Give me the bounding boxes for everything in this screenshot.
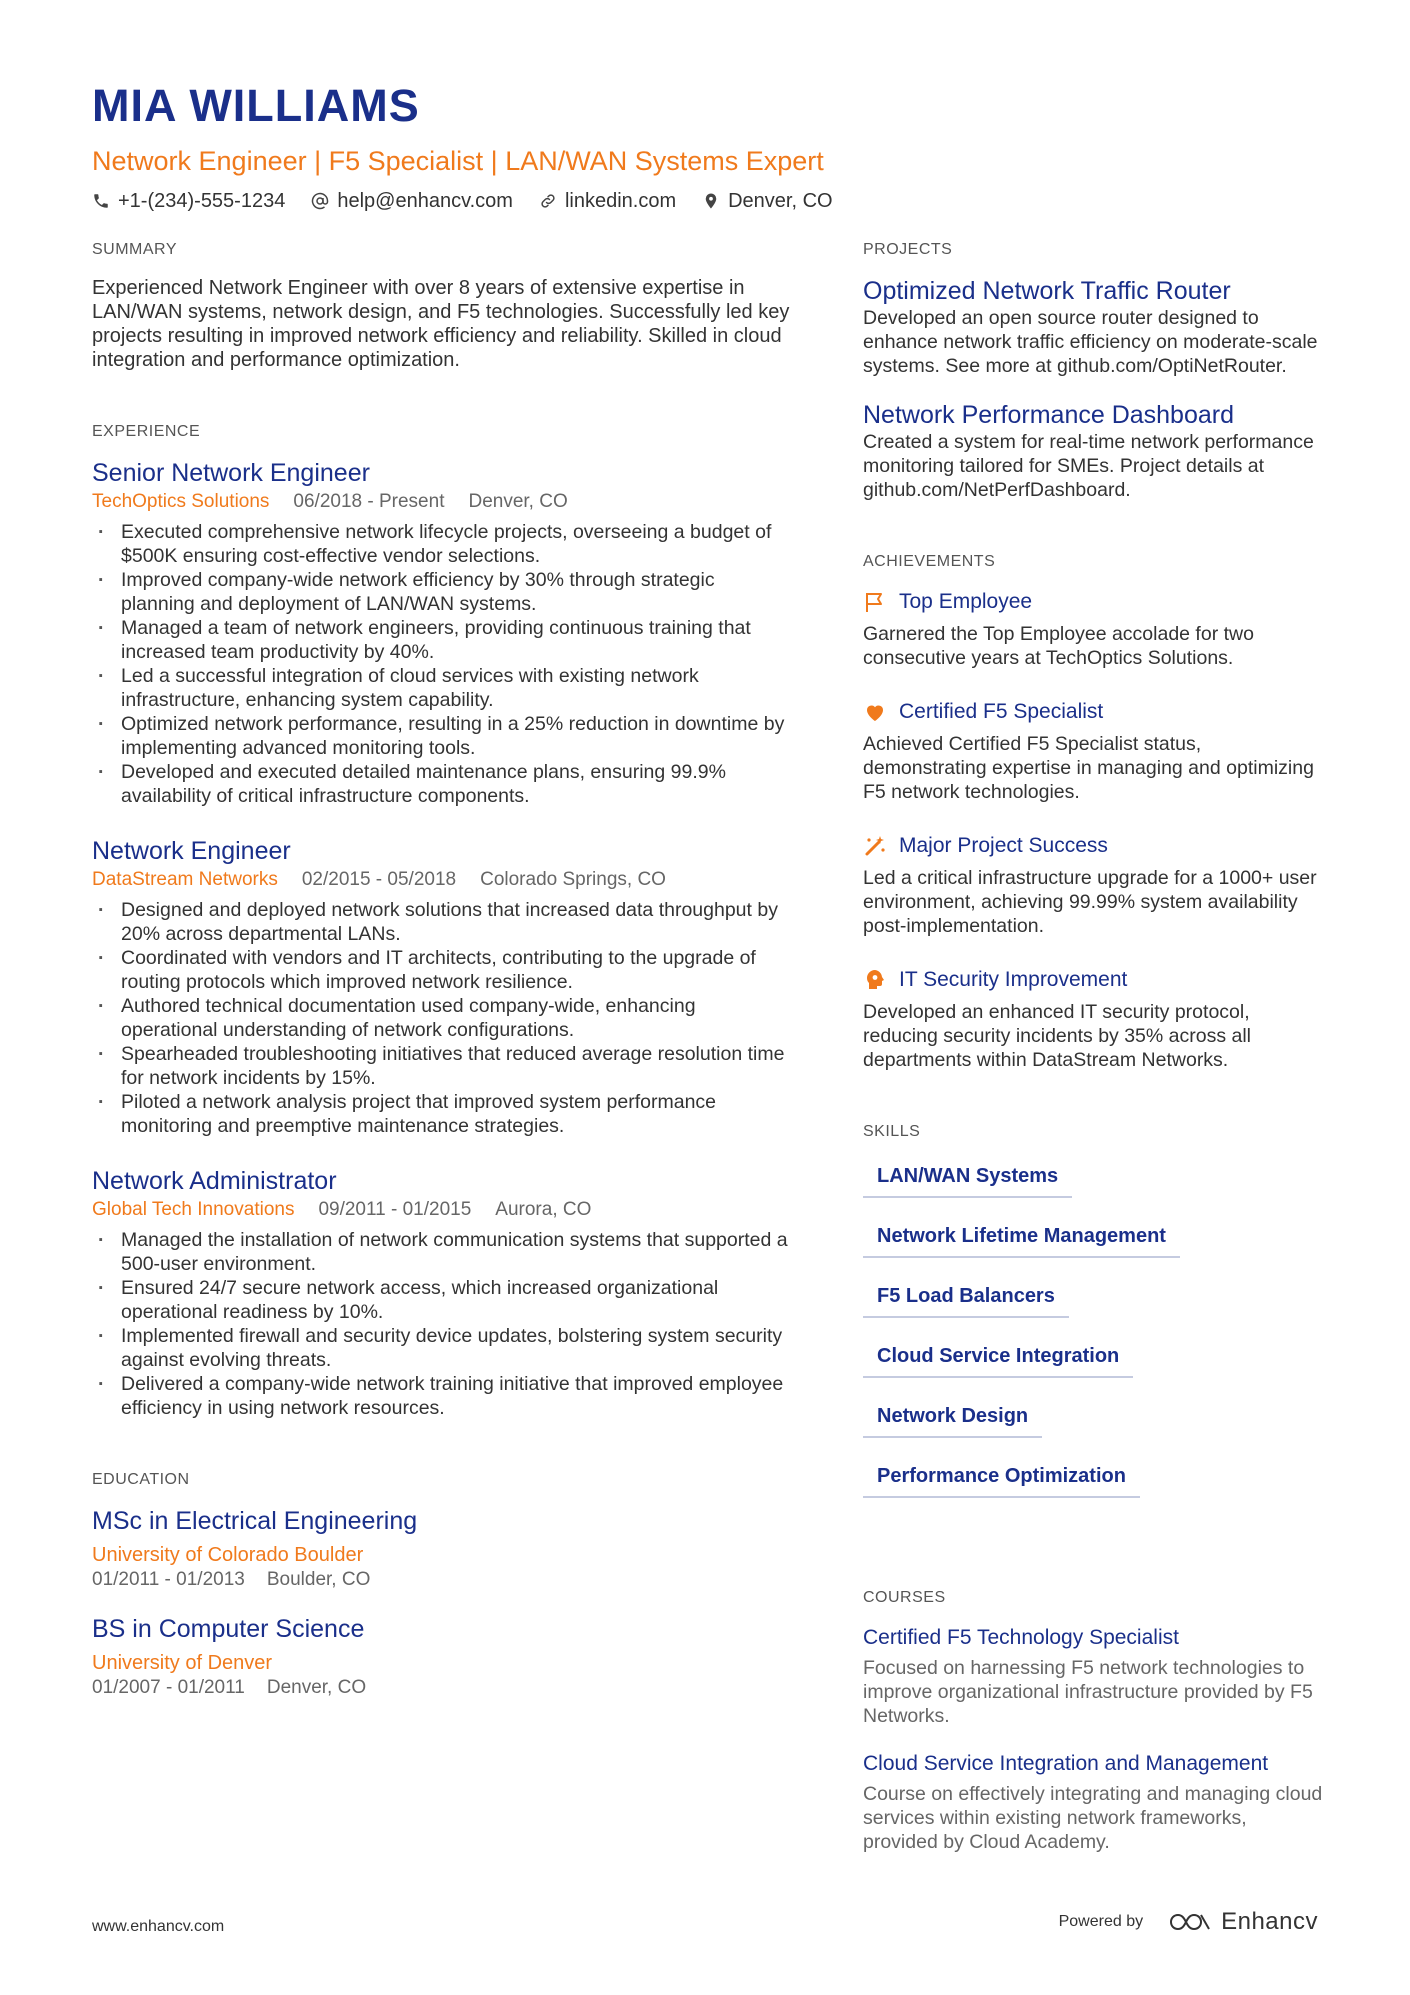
job-dates: 02/2015 - 05/2018	[301, 869, 457, 890]
job-title: Network Engineer	[92, 837, 291, 865]
skill-tag: Cloud Service Integration	[863, 1338, 1133, 1378]
resume-header	[92, 80, 1322, 214]
degree: MSc in Electrical Engineering	[92, 1507, 418, 1535]
experience-item	[92, 1166, 792, 1420]
footer-website[interactable]: www.enhancv.com	[92, 1918, 225, 1935]
achievement-title: Major Project Success	[899, 834, 1108, 857]
flag-icon	[863, 590, 887, 614]
bullet-item: · Managed the installation of network communication systems that supported a 500-user environment.	[92, 1228, 792, 1276]
course-item	[863, 1750, 1323, 1854]
achievement-title: Top Employee	[899, 590, 1033, 613]
project-description: Created a system for real-time network performance monitoring tailored for SMEs. Project details at github.com/NetPerfDashboard.	[863, 431, 1314, 501]
experience-heading: EXPERIENCE	[92, 423, 201, 440]
course-description: Focused on harnessing F5 network technologies to improve organizational infrastructure provided by F5 Networks.	[863, 1657, 1313, 1727]
bullet-item: · Coordinated with vendors and IT architects, contributing to the upgrade of routing protocols which improved network resilience.	[92, 946, 792, 994]
job-meta	[92, 868, 792, 892]
bullet-item: · Led a successful integration of cloud services with existing network infrastructure, enhancing system capability.	[92, 664, 792, 712]
at-icon	[311, 192, 329, 210]
skill-tag: F5 Load Balancers	[863, 1278, 1069, 1318]
contact-phone-text: +1-(234)-555-1234	[118, 190, 286, 212]
phone-icon	[92, 192, 110, 210]
footer-branding	[1059, 1908, 1318, 1936]
achievement-item	[863, 966, 1323, 1072]
job-title: Senior Network Engineer	[92, 459, 370, 487]
company-name: Global Tech Innovations	[92, 1199, 295, 1220]
bullet-item: · Optimized network performance, resulting in a 25% reduction in downtime by implementing advanced monitoring tools.	[92, 712, 792, 760]
skills-list	[863, 1158, 1323, 1518]
achievement-description: Achieved Certified F5 Specialist status, demonstrating expertise in managing and optimizing F5 network technologies.	[863, 733, 1314, 803]
contact-location-text: Denver, CO	[728, 190, 833, 212]
job-bullets	[92, 898, 792, 1138]
achievement-item	[863, 832, 1323, 938]
job-dates: 09/2011 - 01/2015	[318, 1199, 472, 1220]
project-title: Optimized Network Traffic Router	[863, 277, 1231, 305]
skill-tag: LAN/WAN Systems	[863, 1158, 1072, 1198]
achievement-title: IT Security Improvement	[899, 968, 1128, 991]
job-bullets	[92, 520, 792, 808]
achievement-header	[863, 832, 1323, 860]
education-item	[92, 1614, 792, 1700]
education-heading: EDUCATION	[92, 1471, 190, 1488]
job-dates: 06/2018 - Present	[293, 491, 445, 512]
company-name: DataStream Networks	[92, 869, 278, 890]
school: University of Colorado Boulder	[92, 1544, 364, 1566]
skills-heading: SKILLS	[863, 1123, 921, 1140]
course-item	[863, 1624, 1323, 1728]
job-location: Colorado Springs, CO	[480, 869, 666, 890]
achievement-title: Certified F5 Specialist	[899, 700, 1104, 723]
head-gear-icon	[863, 968, 887, 992]
education-dates: 01/2007 - 01/2011	[92, 1677, 245, 1698]
contact-linkedin[interactable]	[539, 188, 676, 214]
bullet-item: · Ensured 24/7 secure network access, which increased organizational operational readiness by 10%.	[92, 1276, 792, 1324]
skill-tag: Network Design	[863, 1398, 1042, 1438]
bullet-item: · Managed a team of network engineers, providing continuous training that increased team productivity by 40%.	[92, 616, 792, 664]
achievement-description: Developed an enhanced IT security protocol, reducing security incidents by 35% across all departments within DataStream Networks.	[863, 1001, 1252, 1071]
skill-tag: Performance Optimization	[863, 1458, 1140, 1498]
contact-location	[702, 188, 832, 214]
link-icon	[539, 192, 557, 210]
left-column	[92, 240, 792, 1722]
summary-text: Experienced Network Engineer with over 8 years of extensive expertise in LAN/WAN systems, network design, and F5 technologies. Successfully led key projects resulting in improved network efficiency and reliability. Skilled in cloud integration and performance optimization.	[92, 277, 790, 371]
project-item	[863, 276, 1323, 378]
achievement-item	[863, 588, 1323, 670]
school: University of Denver	[92, 1652, 273, 1674]
location-pin-icon	[702, 192, 720, 210]
job-location: Denver, CO	[468, 491, 568, 512]
bullet-item: · Authored technical documentation used company-wide, enhancing operational understanding of network configurations.	[92, 994, 792, 1042]
enhancv-logo-icon	[1167, 1910, 1213, 1934]
company-name: TechOptics Solutions	[92, 491, 270, 512]
achievement-header	[863, 698, 1323, 726]
experience-item	[92, 458, 792, 808]
education-location: Boulder, CO	[266, 1569, 371, 1590]
right-column	[863, 240, 1323, 1876]
contact-phone[interactable]	[92, 188, 285, 214]
skill-tag: Network Lifetime Management	[863, 1218, 1180, 1258]
job-bullets	[92, 1228, 792, 1420]
course-title: Certified F5 Technology Specialist	[863, 1626, 1179, 1649]
education-location: Denver, CO	[266, 1677, 367, 1698]
achievement-header	[863, 588, 1323, 616]
bullet-item: · Implemented firewall and security device updates, bolstering system security against evolving threats.	[92, 1324, 792, 1372]
bullet-item: · Spearheaded troubleshooting initiatives that reduced average resolution time for network incidents by 15%.	[92, 1042, 792, 1090]
enhancv-logo[interactable]	[1167, 1908, 1318, 1936]
job-meta	[92, 1198, 792, 1222]
candidate-name: MIA WILLIAMS	[92, 80, 420, 131]
course-title: Cloud Service Integration and Management	[863, 1752, 1269, 1775]
powered-by-label: Powered by	[1058, 1913, 1144, 1930]
contact-linkedin-text: linkedin.com	[564, 190, 677, 212]
job-meta	[92, 490, 792, 514]
job-title: Network Administrator	[92, 1167, 337, 1195]
brand-name: Enhancv	[1221, 1908, 1318, 1935]
projects-heading: PROJECTS	[863, 241, 953, 258]
education-item	[92, 1506, 792, 1592]
degree: BS in Computer Science	[92, 1615, 365, 1643]
bullet-item: · Developed and executed detailed maintenance plans, ensuring 99.9% availability of critical infrastructure components.	[92, 760, 792, 808]
course-description: Course on effectively integrating and managing cloud services within existing network frameworks, provided by Cloud Academy.	[863, 1783, 1323, 1853]
courses-heading: COURSES	[863, 1589, 946, 1606]
project-description: Developed an open source router designed to enhance network traffic efficiency on moderate-scale systems. See more at github.com/OptiNetRouter.	[863, 307, 1318, 377]
bullet-item: · Executed comprehensive network lifecycle projects, overseeing a budget of $500K ensuring cost-effective vendor selections.	[92, 520, 792, 568]
job-location: Aurora, CO	[495, 1199, 592, 1220]
headline: Network Engineer | F5 Specialist | LAN/WAN Systems Expert	[92, 146, 824, 176]
summary-heading: SUMMARY	[92, 241, 177, 258]
bullet-item: · Delivered a company-wide network training initiative that improved employee efficiency in using network resources.	[92, 1372, 792, 1420]
education-meta	[92, 1568, 792, 1592]
wand-icon	[863, 834, 887, 858]
achievements-heading: ACHIEVEMENTS	[863, 553, 996, 570]
bullet-item: · Designed and deployed network solutions that increased data throughput by 20% across departmental LANs.	[92, 898, 792, 946]
contact-row	[92, 188, 1322, 214]
education-meta	[92, 1676, 792, 1700]
achievement-description: Led a critical infrastructure upgrade for a 1000+ user environment, achieving 99.99% system availability post-implementation.	[863, 867, 1317, 937]
heart-icon	[863, 700, 887, 724]
bullet-item: · Improved company-wide network efficiency by 30% through strategic planning and deployment of LAN/WAN systems.	[92, 568, 792, 616]
achievement-header	[863, 966, 1323, 994]
achievement-item	[863, 698, 1323, 804]
project-item	[863, 400, 1323, 502]
project-title: Network Performance Dashboard	[863, 401, 1234, 429]
bullet-item: · Piloted a network analysis project that improved system performance monitoring and preemptive maintenance strategies.	[92, 1090, 792, 1138]
experience-item	[92, 836, 792, 1138]
contact-email-text: help@enhancv.com	[337, 190, 513, 212]
education-dates: 01/2011 - 01/2013	[92, 1569, 245, 1590]
achievement-description: Garnered the Top Employee accolade for two consecutive years at TechOptics Solutions.	[863, 623, 1254, 669]
contact-email[interactable]	[311, 188, 513, 214]
